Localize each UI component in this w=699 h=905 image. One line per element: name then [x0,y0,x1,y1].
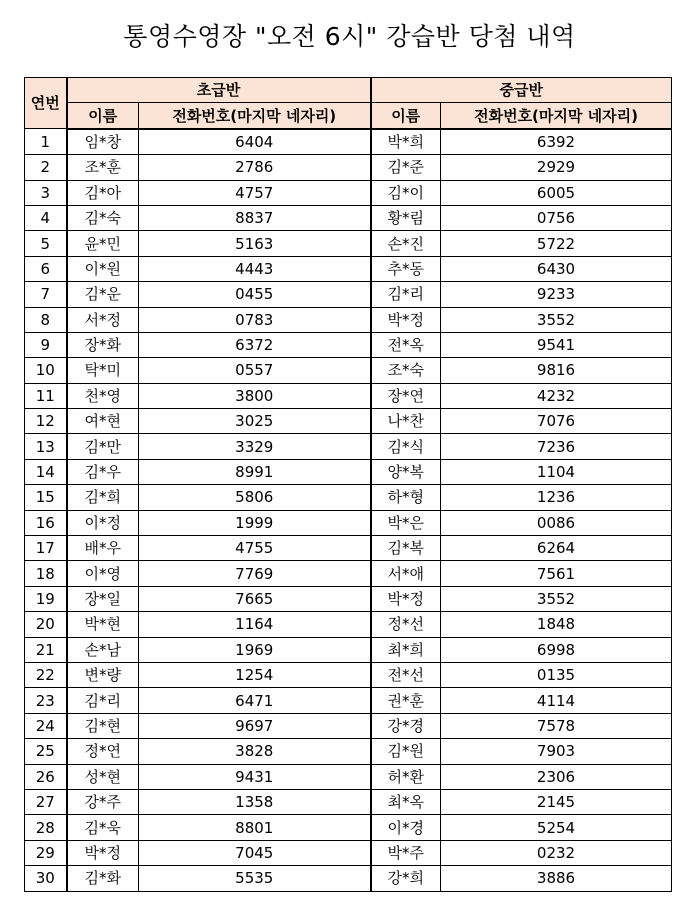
beginner-phone-cell: 1164 [139,612,371,637]
intermediate-name-cell: 조*숙 [371,358,441,383]
intermediate-phone-cell: 0756 [441,205,672,230]
intermediate-phone-cell: 1848 [441,612,672,637]
beginner-phone-cell: 2786 [139,155,371,180]
intermediate-name-cell: 김*원 [371,739,441,764]
row-number-cell: 26 [25,764,67,789]
intermediate-phone-cell: 7076 [441,409,672,434]
row-number-cell: 3 [25,180,67,205]
table-header [25,78,672,129]
intermediate-name-cell: 김*리 [371,282,441,307]
row-number-cell: 28 [25,815,67,840]
table-body [25,129,672,891]
table-row [25,332,672,357]
row-number-cell: 18 [25,561,67,586]
beginner-phone-cell: 5163 [139,231,371,256]
table-row [25,282,672,307]
row-number-cell: 29 [25,840,67,865]
beginner-name-cell: 천*영 [67,383,139,408]
beginner-phone-cell: 1254 [139,662,371,687]
table-row [25,536,672,561]
table-row [25,434,672,459]
beginner-name-cell: 박*정 [67,840,139,865]
table-row [25,612,672,637]
intermediate-phone-cell: 7578 [441,713,672,738]
intermediate-name-cell: 나*찬 [371,409,441,434]
table-row [25,586,672,611]
table-row [25,307,672,332]
beginner-phone-cell: 6404 [139,129,371,155]
beginner-name-cell: 장*화 [67,332,139,357]
table-row [25,358,672,383]
page-title: 통영수영장 "오전 6시" 강습반 당첨 내역 [123,22,576,51]
intermediate-name-cell: 황*림 [371,205,441,230]
intermediate-name-cell: 장*연 [371,383,441,408]
beginner-name-cell: 김*아 [67,180,139,205]
row-number-cell: 4 [25,205,67,230]
beginner-phone-cell: 8837 [139,205,371,230]
beginner-phone-cell: 4755 [139,536,371,561]
beginner-name-cell: 김*리 [67,688,139,713]
intermediate-name-cell: 전*옥 [371,332,441,357]
intermediate-name-cell: 서*애 [371,561,441,586]
table-row [25,713,672,738]
intermediate-name-cell: 박*은 [371,510,441,535]
beginner-phone-cell: 1969 [139,637,371,662]
beginner-phone-cell: 8991 [139,459,371,484]
intermediate-phone-cell: 9541 [441,332,672,357]
beginner-phone-cell: 0455 [139,282,371,307]
intermediate-phone-cell: 6005 [441,180,672,205]
beginner-phone-cell: 9697 [139,713,371,738]
row-number-cell: 16 [25,510,67,535]
winners-table [24,77,672,892]
beginner-phone-cell: 6471 [139,688,371,713]
table-row [25,256,672,281]
intermediate-name-cell: 최*옥 [371,789,441,814]
beginner-phone-cell: 0783 [139,307,371,332]
table-row [25,637,672,662]
table-row [25,180,672,205]
intermediate-name-cell: 김*준 [371,155,441,180]
table-row [25,485,672,510]
table-row [25,561,672,586]
intermediate-name-cell: 김*복 [371,536,441,561]
beginner-name-cell: 이*정 [67,510,139,535]
beginner-name-cell: 김*만 [67,434,139,459]
beginner-name-cell: 여*현 [67,409,139,434]
intermediate-phone-cell: 9816 [441,358,672,383]
beginner-phone-cell: 5535 [139,866,371,891]
no-column-header: 연번 [25,78,67,129]
intermediate-name-cell: 강*경 [371,713,441,738]
beginner-name-cell: 이*영 [67,561,139,586]
intermediate-phone-cell: 4232 [441,383,672,408]
beginner-phone-cell: 4757 [139,180,371,205]
row-number-cell: 8 [25,307,67,332]
beginner-name-cell: 김*우 [67,459,139,484]
row-number-cell: 30 [25,866,67,891]
beginner-name-cell: 박*현 [67,612,139,637]
intermediate-phone-cell: 6430 [441,256,672,281]
row-number-cell: 22 [25,662,67,687]
table-row [25,789,672,814]
intermediate-phone-cell: 1104 [441,459,672,484]
beginner-phone-cell: 8801 [139,815,371,840]
beginner-phone-header: 전화번호(마지막 네자리) [139,103,371,129]
intermediate-phone-cell: 7903 [441,739,672,764]
intermediate-name-cell: 이*경 [371,815,441,840]
beginner-phone-cell: 5806 [139,485,371,510]
beginner-phone-cell: 9431 [139,764,371,789]
table-row [25,815,672,840]
beginner-phone-cell: 4443 [139,256,371,281]
intermediate-name-cell: 하*형 [371,485,441,510]
beginner-name-cell: 김*운 [67,282,139,307]
beginner-name-cell: 장*일 [67,586,139,611]
intermediate-phone-cell: 6998 [441,637,672,662]
beginner-name-cell: 성*현 [67,764,139,789]
beginner-group-header: 초급반 [67,78,371,103]
beginner-phone-cell: 3025 [139,409,371,434]
row-number-cell: 10 [25,358,67,383]
table-row [25,459,672,484]
intermediate-name-cell: 강*희 [371,866,441,891]
intermediate-name-cell: 손*진 [371,231,441,256]
intermediate-phone-cell: 3886 [441,866,672,891]
intermediate-phone-cell: 2145 [441,789,672,814]
intermediate-name-cell: 김*이 [371,180,441,205]
beginner-phone-cell: 7045 [139,840,371,865]
intermediate-name-cell: 박*주 [371,840,441,865]
beginner-name-cell: 이*원 [67,256,139,281]
row-number-cell: 11 [25,383,67,408]
table-row [25,231,672,256]
row-number-cell: 23 [25,688,67,713]
beginner-phone-cell: 6372 [139,332,371,357]
intermediate-phone-cell: 6392 [441,129,672,155]
intermediate-phone-cell: 9233 [441,282,672,307]
row-number-cell: 19 [25,586,67,611]
intermediate-name-cell: 박*희 [371,129,441,155]
intermediate-phone-cell: 6264 [441,536,672,561]
row-number-cell: 17 [25,536,67,561]
intermediate-group-header: 중급반 [371,78,672,103]
intermediate-phone-cell: 1236 [441,485,672,510]
intermediate-name-cell: 전*선 [371,662,441,687]
beginner-name-cell: 김*숙 [67,205,139,230]
beginner-name-cell: 정*연 [67,739,139,764]
intermediate-name-cell: 박*정 [371,307,441,332]
intermediate-name-cell: 추*동 [371,256,441,281]
row-number-cell: 27 [25,789,67,814]
beginner-name-cell: 조*훈 [67,155,139,180]
intermediate-phone-cell: 4114 [441,688,672,713]
intermediate-name-cell: 김*식 [371,434,441,459]
beginner-phone-cell: 3828 [139,739,371,764]
table-row [25,764,672,789]
table-row [25,383,672,408]
table-row [25,155,672,180]
table-row [25,840,672,865]
beginner-name-cell: 김*희 [67,485,139,510]
row-number-cell: 15 [25,485,67,510]
table-row [25,866,672,891]
intermediate-name-cell: 허*환 [371,764,441,789]
intermediate-name-cell: 권*훈 [371,688,441,713]
intermediate-phone-cell: 2306 [441,764,672,789]
intermediate-phone-cell: 0135 [441,662,672,687]
table-row [25,739,672,764]
table-row [25,662,672,687]
beginner-name-cell: 김*욱 [67,815,139,840]
intermediate-phone-header: 전화번호(마지막 네자리) [441,103,672,129]
intermediate-phone-cell: 5254 [441,815,672,840]
intermediate-phone-cell: 5722 [441,231,672,256]
beginner-phone-cell: 3329 [139,434,371,459]
beginner-phone-cell: 7665 [139,586,371,611]
table-row [25,688,672,713]
row-number-cell: 13 [25,434,67,459]
intermediate-name-header: 이름 [371,103,441,129]
intermediate-phone-cell: 2929 [441,155,672,180]
row-number-cell: 9 [25,332,67,357]
beginner-phone-cell: 3800 [139,383,371,408]
beginner-name-cell: 서*정 [67,307,139,332]
intermediate-phone-cell: 3552 [441,586,672,611]
beginner-name-cell: 윤*민 [67,231,139,256]
row-number-cell: 7 [25,282,67,307]
row-number-cell: 12 [25,409,67,434]
row-number-cell: 2 [25,155,67,180]
row-number-cell: 1 [25,129,67,155]
beginner-phone-cell: 1358 [139,789,371,814]
intermediate-phone-cell: 0086 [441,510,672,535]
row-number-cell: 6 [25,256,67,281]
beginner-phone-cell: 1999 [139,510,371,535]
intermediate-name-cell: 박*정 [371,586,441,611]
row-number-cell: 5 [25,231,67,256]
beginner-name-cell: 탁*미 [67,358,139,383]
beginner-name-cell: 강*주 [67,789,139,814]
row-number-cell: 24 [25,713,67,738]
intermediate-name-cell: 최*희 [371,637,441,662]
beginner-name-cell: 김*화 [67,866,139,891]
row-number-cell: 20 [25,612,67,637]
intermediate-phone-cell: 0232 [441,840,672,865]
intermediate-name-cell: 양*복 [371,459,441,484]
table-row [25,409,672,434]
beginner-name-header: 이름 [67,103,139,129]
intermediate-name-cell: 정*선 [371,612,441,637]
table-row [25,129,672,155]
beginner-name-cell: 변*량 [67,662,139,687]
beginner-name-cell: 손*남 [67,637,139,662]
table-row [25,205,672,230]
table-row [25,510,672,535]
row-number-cell: 21 [25,637,67,662]
intermediate-phone-cell: 7236 [441,434,672,459]
beginner-name-cell: 배*우 [67,536,139,561]
row-number-cell: 14 [25,459,67,484]
intermediate-phone-cell: 3552 [441,307,672,332]
beginner-name-cell: 김*현 [67,713,139,738]
row-number-cell: 25 [25,739,67,764]
beginner-name-cell: 임*창 [67,129,139,155]
intermediate-phone-cell: 7561 [441,561,672,586]
beginner-phone-cell: 0557 [139,358,371,383]
beginner-phone-cell: 7769 [139,561,371,586]
